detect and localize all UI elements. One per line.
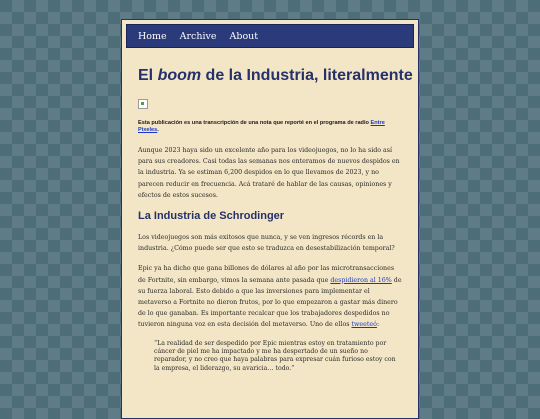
article-title: El boom de la Industria, literalmente xyxy=(138,67,413,84)
transcription-note: Esta publicación es una transcripción de una nota que reporté en el programa de radio Entre Pixeles. xyxy=(138,120,385,133)
paragraph-2: Los videojuegos son más exitosos que nunca, y se ven ingresos récords en la industria. ¿Cómo puede ser que esto se traduzca en desestabilización temporal? xyxy=(138,234,395,253)
entre-pixeles-link[interactable]: Entre Pixeles xyxy=(138,120,385,133)
despidieron-link[interactable]: despidieron al 16% xyxy=(330,276,392,284)
intro-paragraph: Aunque 2023 haya sido un excelente año para los videojuegos, no lo ha sido así para sus creadores. Casi todas las semanas nos enteramos de nuevos despidos en la industria. Ya se estiman 6,200 despidos en lo que llevamos de 2023, y no parecen reducir en frecuencia. Acá trataré de hablar de las causas, opiniones y efectos de estos sucesos. xyxy=(138,147,400,199)
paragraph-3: Epic ya ha dicho que gana billones de dólares al año por las microtransacciones de Fortnite, sin embargo, vimos la semana ante pasada que despidieron al 16% de su fuerza laboral. Esto debido a que las inversiones para implementar el metaverso a Fortnite no dieron frutos, por lo que empezaron a gastar más dinero de lo que ganaban. Es importante recalcar que los trabajadores despedidos no tuvieron ninguna voz en esta decisión del metaverso. Uno de ellos tweeteó: xyxy=(138,265,402,329)
tweeteo-link[interactable]: tweeteó xyxy=(351,321,377,329)
top-nav xyxy=(126,24,414,48)
nav-archive-link[interactable]: Archive xyxy=(179,30,217,42)
article-content xyxy=(122,67,418,373)
broken-image-icon xyxy=(138,99,148,109)
section-heading: La Industria de Schrodinger xyxy=(138,210,285,223)
nav-home-link[interactable]: Home xyxy=(138,30,167,42)
nav-about-link[interactable]: About xyxy=(229,30,259,42)
page-container xyxy=(121,19,419,419)
blockquote: “La realidad de ser despedido por Epic mientras estoy en tratamiento por cáncer de piel me ha impactado y me ha despertado de un sueño no reparador, y no creo que haya palabras para expresar cuán furioso estoy con la empresa, el liderazgo, su avaricia… todo.” xyxy=(154,339,396,372)
